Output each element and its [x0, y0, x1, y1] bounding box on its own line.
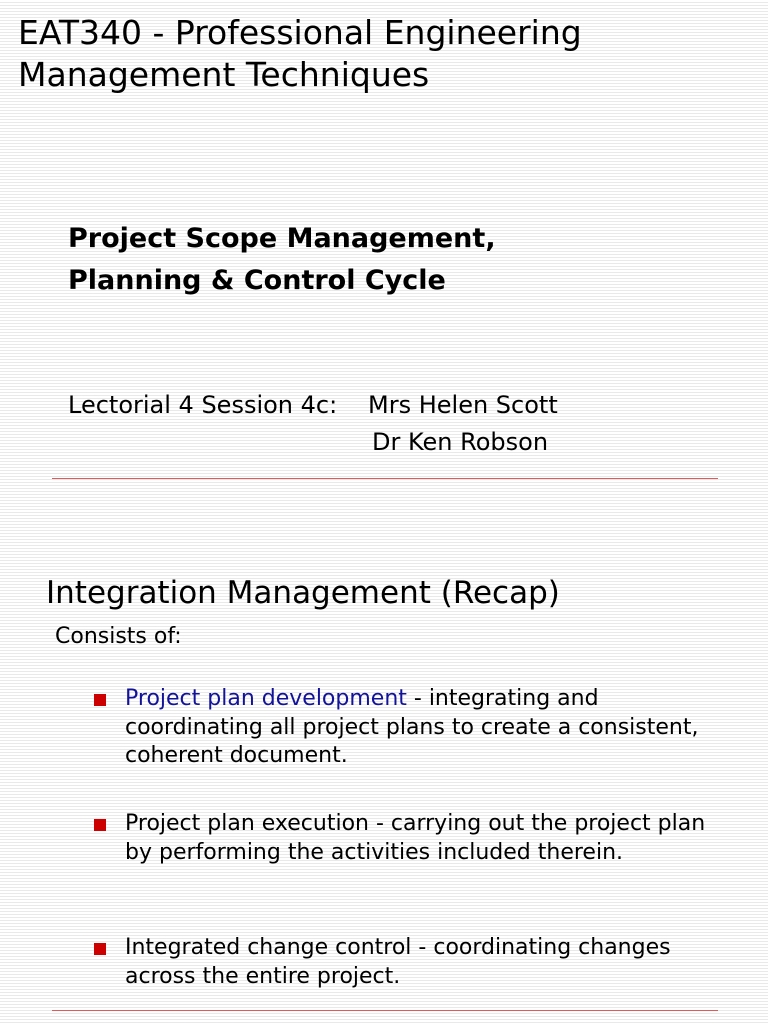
deck-subtitle-line-2: Planning & Control Cycle	[68, 265, 446, 296]
bullet-text: Integrated change control - coordinating changes across the entire project.	[125, 935, 671, 989]
bullet-item	[90, 685, 730, 771]
document-title-line-1: EAT340 - Professional Engineering	[18, 13, 582, 52]
bullet-text: Project plan execution - carrying out the project plan by performing the activities included therein.	[125, 811, 706, 865]
session-label: Lectorial 4 Session 4c:	[68, 391, 338, 419]
presenter-name: Mrs Helen Scott	[368, 391, 558, 419]
square-bullet-icon	[94, 943, 106, 955]
document-title-line-2: Management Techniques	[18, 55, 430, 94]
highlighted-term: Project plan development	[125, 686, 407, 711]
bullet-description: - integrating and coordinating all project plans to create a consistent, coherent document.	[125, 686, 699, 768]
square-bullet-icon	[94, 694, 106, 706]
section-intro: Consists of:	[55, 624, 182, 649]
deck-subtitle	[68, 218, 728, 302]
bullet-item	[90, 810, 730, 867]
bullet-text	[125, 685, 730, 771]
divider-rule	[52, 478, 718, 479]
bullet-item	[90, 934, 730, 991]
square-bullet-icon	[94, 819, 106, 831]
document-title	[18, 12, 758, 96]
presenter-name: Dr Ken Robson	[372, 428, 549, 456]
section-heading: Integration Management (Recap)	[46, 575, 560, 611]
divider-rule	[52, 1010, 718, 1011]
deck-subtitle-line-1: Project Scope Management,	[68, 223, 496, 254]
